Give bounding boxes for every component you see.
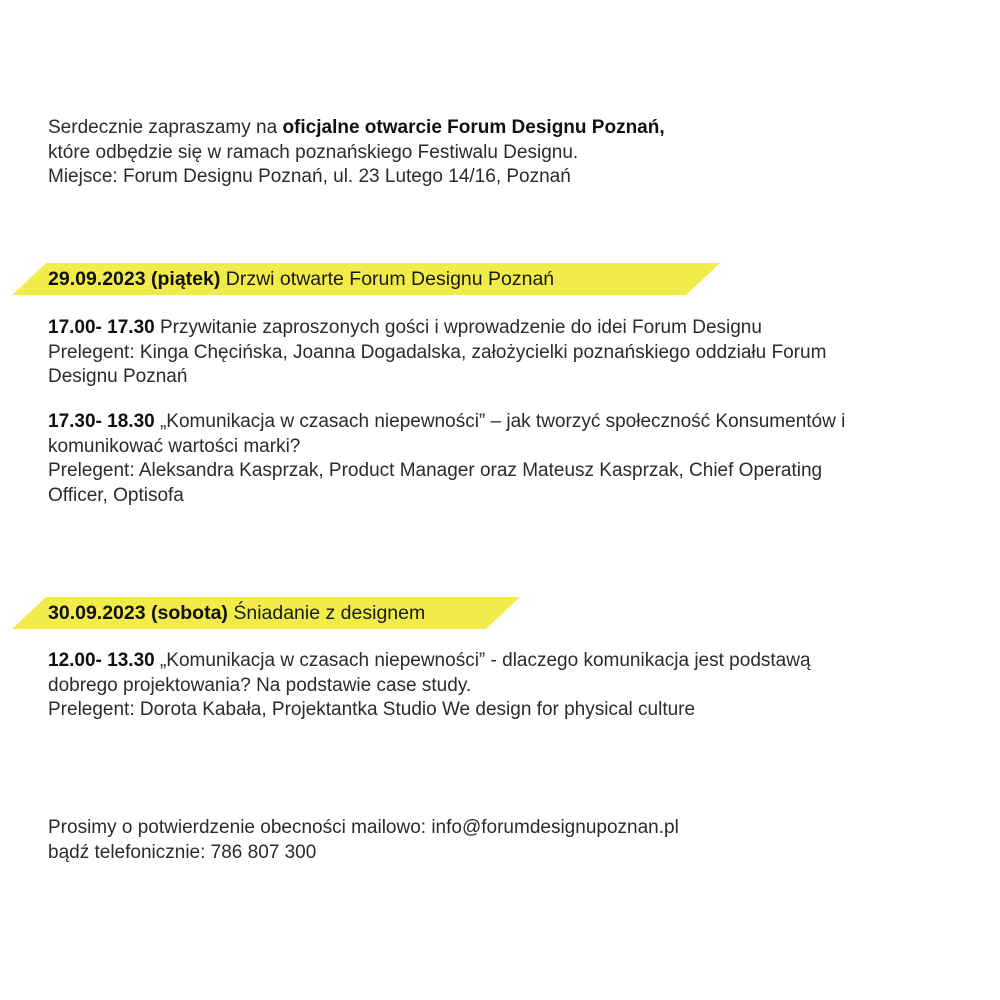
day2-event-1: 12.00- 13.30 „Komunikacja w czasach niepewności” - dlaczego komunikacja jest podstawą dobrego projektowania? Na podstawie case study. Prelegent: Dorota Kabała, Projektantka Studio We design for physical culture <box>48 649 811 723</box>
day1-banner <box>48 263 554 295</box>
day1-event-2: 17.30- 18.30 „Komunikacja w czasach niepewności” – jak tworzyć społeczność Konsumentów i komunikować wartości marki? Prelegent: Aleksandra Kasprzak, Product Manager oraz Mateusz Kasprzak, Chief Operating Officer, Optisofa <box>48 411 846 506</box>
intro-text <box>48 116 665 190</box>
day1-date: 29.09.2023 (piątek) <box>48 268 221 290</box>
intro-line-1: Serdecznie zapraszamy na oficjalne otwarcie Forum Designu Poznań, <box>48 117 665 138</box>
event-time: 17.30- 18.30 <box>48 411 155 432</box>
day1-event-1: 17.00- 17.30 Przywitanie zaproszonych gości i wprowadzenie do idei Forum Designu Prelegent: Kinga Chęcińska, Joanna Dogadalska, założycielki poznańskiego oddziału Forum Designu Poznań <box>48 317 827 387</box>
venue-line: Miejsce: Forum Designu Poznań, ul. 23 Lutego 14/16, Poznań <box>48 166 571 187</box>
day2-date: 30.09.2023 (sobota) <box>48 602 228 624</box>
day1-title: Drzwi otwarte Forum Designu Poznań <box>220 268 555 290</box>
event-time: 12.00- 13.30 <box>48 650 155 671</box>
contact-info <box>48 816 679 865</box>
day2-banner <box>48 597 425 629</box>
speakers-line: Prelegent: Kinga Chęcińska, Joanna Dogadalska, założycielki poznańskiego oddziału Forum <box>48 341 827 363</box>
speakers-line: Prelegent: Aleksandra Kasprzak, Product Manager oraz Mateusz Kasprzak, Chief Operating <box>48 460 823 481</box>
event-time: 17.00- 17.30 <box>48 317 155 338</box>
day2-title: Śniadanie z designem <box>227 602 426 624</box>
speakers-line: Prelegent: Dorota Kabała, Projektantka Studio We design for physical culture <box>48 699 696 720</box>
contact-phone-line: bądź telefonicznie: 786 807 300 <box>48 841 317 863</box>
contact-email-line: Prosimy o potwierdzenie obecności mailowo: info@forumdesignupoznan.pl <box>48 817 679 838</box>
intro-line-2: które odbędzie się w ramach poznańskiego Festiwalu Designu. <box>48 141 579 163</box>
event-name: oficjalne otwarcie Forum Designu Poznań, <box>282 117 665 138</box>
